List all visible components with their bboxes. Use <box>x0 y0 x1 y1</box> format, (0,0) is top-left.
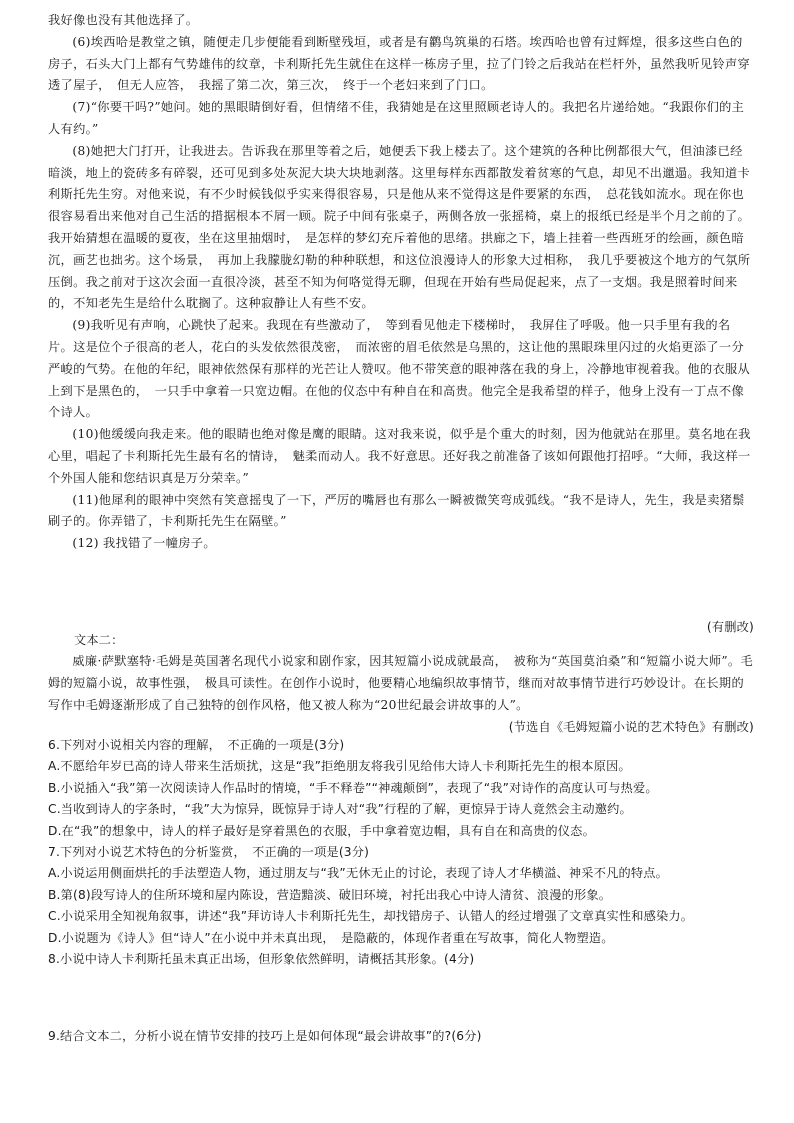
paragraph-6: (6)埃西哈是教堂之镇，随便走几步便能看到断壁残垣，或者是有鹳鸟筑巢的石塔。埃西哈也曾有过辉煌，很多这些白色的房子，石头大门上都有气势雄伟的纹章，卡利斯托先生就住在这样一栋房子里，拉了门铃之后我站在栏杆外，虽然我听见铃声穿透了屋子， 但无人应答， 我摇了第二次，第三次， 终于一个老妇来到了门口。 <box>48 34 751 93</box>
question-7-option-c: C.小说采用全知视角叙事，讲述“我”拜访诗人卡利斯托先生，却找错房子、认错人的经过增强了文章真实性和感染力。 <box>48 909 694 924</box>
question-7: 7.下列对小说艺术特色的分析鉴赏， 不正确的一项是(3分) <box>48 845 370 860</box>
text1-section <box>48 10 754 555</box>
question-7-option-a: A.小说运用侧面烘托的手法塑造人物，通过朋友与“我”无休无止的讨论，表现了诗人才华横溢、神采不凡的特点。 <box>48 866 669 881</box>
question-7-option-b: B.第(8)段写诗人的住所环境和屋内陈设，营造黯淡、破旧环境，衬托出我心中诗人清贫、浪漫的形象。 <box>48 887 612 902</box>
question-6-option-a: A.不愿给年岁已高的诗人带来生活烦扰，这是“我”拒绝朋友将我引见给伟大诗人卡利斯托先生的根本原因。 <box>48 759 631 774</box>
question-6-option-b: B.小说插入“我”第一次阅读诗人作品时的情境，“手不释卷”“神魂颠倒”，表现了“我”对诗作的高度认可与热爱。 <box>48 780 658 795</box>
paragraph-7: (7)“你要干吗?”她问。她的黑眼睛倒好看，但情绪不佳，我猜她是在这里照顾老诗人的。我把名片递给她。“我跟你们的主人有约。” <box>48 100 745 136</box>
question-6: 6.下列对小说相关内容的理解， 不正确的一项是(3分) <box>48 738 345 752</box>
question-7-option-d: D.小说题为《诗人》但“诗人”在小说中并未真出现， 是隐蔽的，体现作者重在写故事，简化人物塑造。 <box>48 930 614 945</box>
text2-heading: 文本二： <box>74 633 124 647</box>
question-8: 8.小说中诗人卡利斯托虽未真正出场，但形象依然鲜明，请概括其形象。(4分) <box>48 952 475 967</box>
paragraph-10: (10)他缓缓向我走来。他的眼睛也绝对像是鹰的眼睛。这对我来说，似乎是个重大的时刻，因为他就站在那里。莫名地在我心里，唱起了卡利斯托先生最有名的情诗， 魅柔而动人。我不好意思。还好我之前准备了该如何跟他打招呼。“大师，我这样一个外国人能和您结识真是万分荣幸。” <box>48 427 751 485</box>
questions-section <box>48 735 754 970</box>
question-9: 9.结合文本二，分析小说在情节安排的技巧上是如何体现“最会讲故事”的?(6分) <box>48 1029 482 1043</box>
paragraph-11: (11)他犀利的眼神中突然有笑意摇曳了一下，严厉的嘴唇也有那么一瞬被微笑弯成弧线。“我不是诗人，先生，我是卖猪鬃刷子的。你弄错了，卡利斯托先生在隔壁。” <box>48 492 745 529</box>
question-6-option-c: C.当收到诗人的字条时，“我”大为惊异，既惊异于诗人对“我”行程的了解，更惊异于诗人竟然会主动邀约。 <box>48 802 632 817</box>
paragraph-12: (12) 我找错了一幢房子。 <box>72 536 216 551</box>
text2-body: 威廉·萨默塞特·毛姆是英国著名现代小说家和剧作家，因其短篇小说成就最高， 被称为“英国莫泊桑”和“短篇小说大师”。毛姆的短篇小说，故事性强， 极具可读性。在创作小说时，他要精心地编织故事情节，继而对故事情节进行巧妙设计。在长期的写作中毛姆逐渐形成了自己独特的创作风格，他又被人称为“20世纪最会讲故事的人”。 <box>48 654 754 712</box>
text1-note: (有删改) <box>706 620 754 634</box>
paragraph-continuation: 我好像也没有其他选择了。 <box>48 13 199 27</box>
question-6-option-d: D.在“我”的想象中，诗人的样子最好是穿着黑色的衣服，手中拿着宽边帽，具有自在和高贵的仪态。 <box>48 823 595 838</box>
text2-source: (节选自《毛姆短篇小说的艺术特色》有删改) <box>508 719 754 734</box>
paragraph-9: (9)我听见有声响，心跳快了起来。我现在有些激动了， 等到看见他走下楼梯时， 我屏住了呼吸。他一只手里有我的名片。这是位个子很高的老人，花白的头发依然很茂密， 而浓密的眉毛依然是乌黑的，这让他的黑眼珠里闪过的火焰更添了一分严峻的气势。在他的年纪，眼神依然保有那样的光芒让人赞叹。他不带笑意的眼神落在我的身上，冷静地审视着我。他的衣服从上到下是黑色的， 一只手中拿着一只宽边帽。在他的仪态中有种自在和高贵。他完全是我希望的样子，他身上没有一丁点不像个诗人。 <box>48 318 751 420</box>
paragraph-8: (8)她把大门打开，让我进去。告诉我在那里等着之后，她便丢下我上楼去了。这个建筑的各种比例都很大气，但油漆已经暗淡，地上的瓷砖多有碎裂，还可见到多处灰泥大块大块地剥落。这里每样东西都散发着贫寒的气息，却见不出邋遢。我知道卡利斯托先生穷。对他来说，有不少时候钱似乎实来得很容易，只是他从来不觉得这是件要紧的东西， 总花钱如流水。现在你也很容易看出来他对自己生活的措据根本不屑一顾。院子中间有张桌子，两侧各放一张摇椅，桌上的报纸已经是半个月之前的了。我开始猜想在温暖的夏夜，坐在这里抽烟时， 是怎样的梦幻充斥着他的思绪。拱廊之下，墙上挂着一些西班牙的绘画，颜色暗沉，画艺也拙劣。这个场景， 再加上我朦胧幻勒的种种联想，和这位浪漫诗人的形象大过相称， 我几乎要被这个地方的气氛所压倒。我之前对于这次会面一直很冷淡，甚至不知为何咯觉得无聊，但现在开始有些局促起来，点了一支烟。我是照着时间来的，不知老先生是给什么耽搁了。这种寂静让人有些不安。 <box>48 143 751 311</box>
text2-section <box>48 630 754 738</box>
